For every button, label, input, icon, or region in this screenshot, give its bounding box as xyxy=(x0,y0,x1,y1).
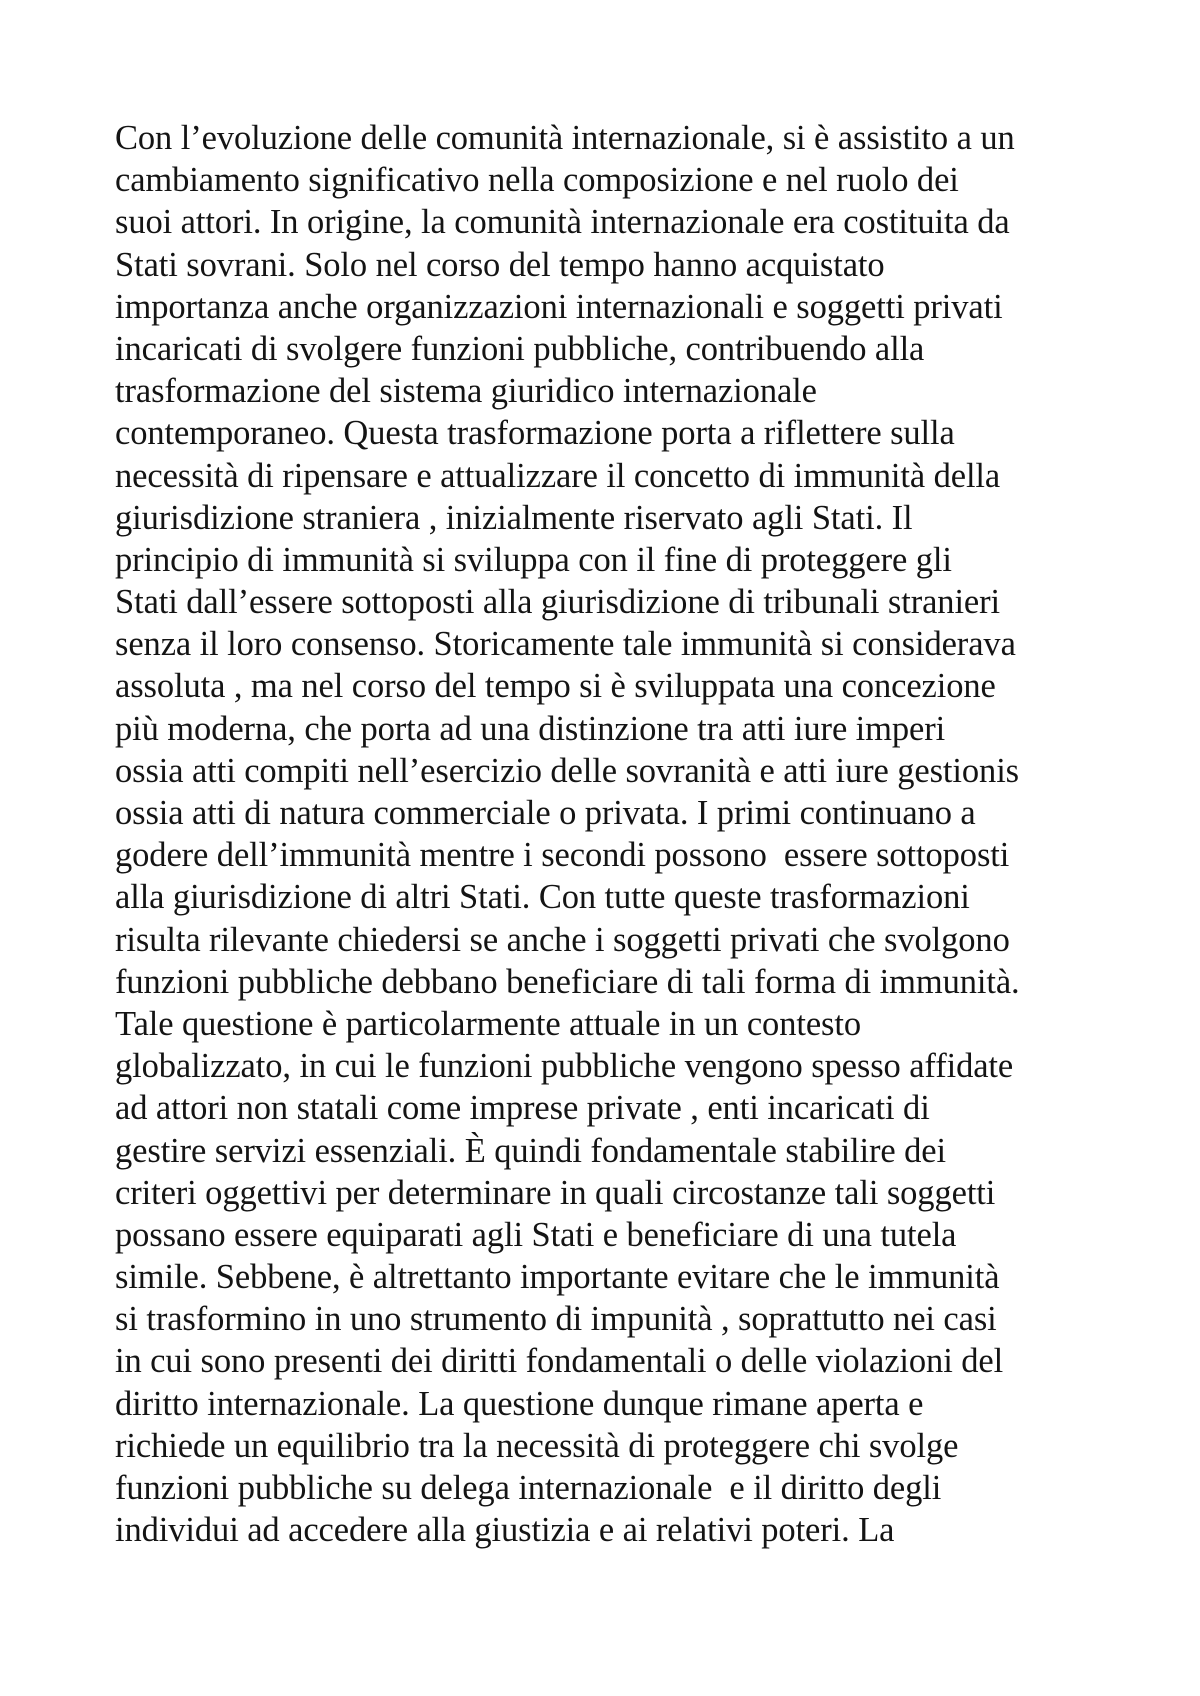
body-paragraph xyxy=(115,117,1125,1551)
text-line: importanza anche organizzazioni internazionali e soggetti privati xyxy=(115,287,1003,326)
text-line: possano essere equiparati agli Stati e beneficiare di una tutela xyxy=(115,1215,957,1254)
text-line: ossia atti compiti nell’esercizio delle sovranità e atti iure gestionis xyxy=(115,751,1020,790)
text-line: trasformazione del sistema giuridico internazionale xyxy=(115,372,817,411)
text-line: contemporaneo. Questa trasformazione porta a riflettere sulla xyxy=(115,414,955,453)
text-line: suoi attori. In origine, la comunità internazionale era costituita da xyxy=(115,203,1010,242)
text-line: alla giurisdizione di altri Stati. Con tutte queste trasformazioni xyxy=(115,878,970,917)
text-line: diritto internazionale. La questione dunque rimane aperta e xyxy=(115,1384,924,1423)
text-line: ossia atti di natura commerciale o privata. I primi continuano a xyxy=(115,794,976,832)
text-line: Tale questione è particolarmente attuale in un contesto xyxy=(115,1004,862,1043)
text-line: incaricati di svolgere funzioni pubbliche, contribuendo alla xyxy=(115,329,925,368)
text-line: senza il loro consenso. Storicamente tale immunità si considerava xyxy=(115,625,1016,664)
text-line: risulta rilevante chiedersi se anche i soggetti privati che svolgono xyxy=(115,920,1010,959)
text-line: più moderna, che porta ad una distinzione tra atti iure imperi xyxy=(115,709,946,748)
text-line: ad attori non statali come imprese private , enti incaricati di xyxy=(115,1089,930,1128)
text-line: in cui sono presenti dei diritti fondamentali o delle violazioni del xyxy=(115,1342,1004,1381)
text-line: godere dell’immunità mentre i secondi possono essere sottoposti xyxy=(115,836,1010,875)
text-line: globalizzato, in cui le funzioni pubbliche vengono spesso affidate xyxy=(115,1047,1014,1086)
text-line: giurisdizione straniera , inizialmente riservato agli Stati. Il xyxy=(115,498,913,537)
text-line: richiede un equilibrio tra la necessità di proteggere chi svolge xyxy=(115,1426,959,1465)
text-line: gestire servizi essenziali. È quindi fondamentale stabilire dei xyxy=(115,1131,946,1170)
text-line: Stati dall’essere sottoposti alla giurisdizione di tribunali stranieri xyxy=(115,583,1001,622)
text-line: si trasformino in uno strumento di impunità , soprattutto nei casi xyxy=(115,1300,997,1339)
text-line: cambiamento significativo nella composizione e nel ruolo dei xyxy=(115,161,959,200)
text-line: funzioni pubbliche debbano beneficiare di tali forma di immunità. xyxy=(115,962,1020,1001)
text-line: funzioni pubbliche su delega internazionale e il diritto degli xyxy=(115,1469,942,1507)
text-line: criteri oggettivi per determinare in quali circostanze tali soggetti xyxy=(115,1173,996,1212)
text-line: assoluta , ma nel corso del tempo si è sviluppata una concezione xyxy=(115,667,996,706)
text-line: principio di immunità si sviluppa con il fine di proteggere gli xyxy=(115,540,952,579)
text-line: necessità di ripensare e attualizzare il concetto di immunità della xyxy=(115,456,1001,495)
text-line: Con l’evoluzione delle comunità internazionale, si è assistito a un xyxy=(115,119,1015,157)
text-line: individui ad accedere alla giustizia e ai relativi poteri. La xyxy=(115,1511,895,1550)
text-line: simile. Sebbene, è altrettanto importante evitare che le immunità xyxy=(115,1258,1000,1297)
text-line: Stati sovrani. Solo nel corso del tempo hanno acquistato xyxy=(115,245,885,284)
